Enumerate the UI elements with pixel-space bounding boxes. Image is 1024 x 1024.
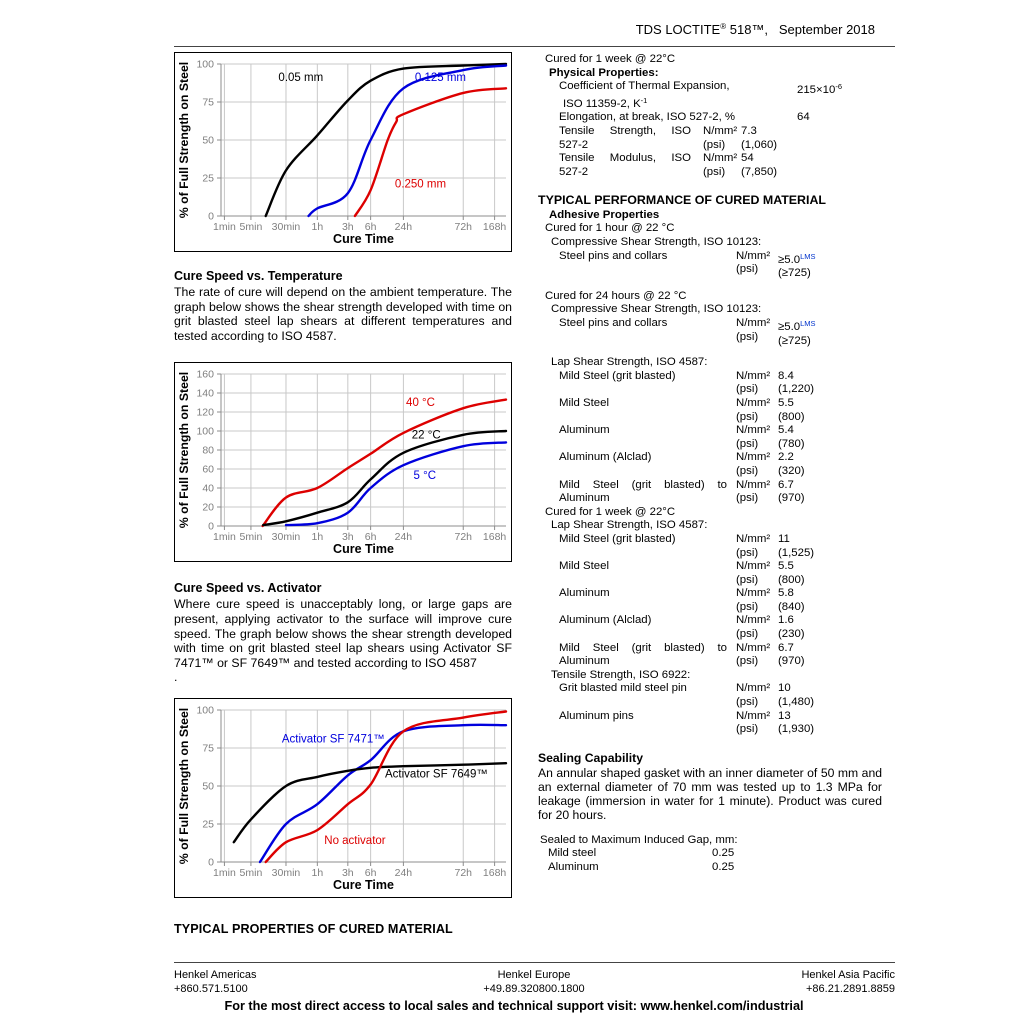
y-tick-label: 100 (196, 425, 214, 438)
value-line: (1,220) (778, 383, 815, 396)
section-heading: Cure Speed vs. Activator (174, 581, 322, 596)
document-title (380, 22, 875, 37)
value-line: 8.4 (778, 369, 794, 382)
y-axis-title: % of Full Strength on Steel (177, 61, 191, 219)
unit-line: (psi) (736, 263, 759, 276)
value-line: 6.7 (778, 478, 794, 491)
lms-superscript: LMS (800, 319, 816, 328)
series-label: Activator SF 7471™ (281, 733, 385, 746)
property-row (538, 479, 882, 506)
property-label: Mild Steel (grit blasted) to Aluminum (559, 478, 727, 505)
property-row (538, 642, 882, 669)
value-column (778, 642, 805, 669)
section-body-trail: . (174, 670, 178, 685)
property-value: 64 (797, 111, 810, 124)
unit-line: (psi) (703, 165, 726, 178)
x-axis-title: Cure Time (333, 542, 394, 557)
unit-column (703, 152, 737, 179)
y-tick-label: 40 (202, 482, 214, 495)
y-tick-label: 75 (202, 96, 214, 109)
value-line: (840) (778, 600, 805, 613)
property-line: Compressive Shear Strength, ISO 10123: (551, 236, 762, 249)
footer-henkel-americas (174, 969, 257, 996)
left-column (174, 52, 512, 936)
spacer (538, 737, 882, 751)
unit-line: (psi) (736, 655, 759, 668)
property-label: Mild Steel (grit blasted) to Aluminum (559, 641, 727, 668)
x-tick-label: 5min (239, 866, 263, 879)
unit-line: N/mm² (736, 614, 771, 627)
x-tick-label: 1h (311, 531, 324, 544)
property-line: ISO 11359-2, $K^{-1}$ (563, 95, 648, 110)
office-name: Henkel Americas (174, 969, 257, 981)
unit-line: N/mm² (736, 587, 771, 600)
property-line: Tensile Strength, ISO 6922: (551, 668, 691, 681)
property-label: Aluminum pins (559, 709, 634, 722)
unit-line: N/mm² (736, 560, 771, 573)
x-tick-label: 1min (213, 866, 236, 879)
unit-line: (psi) (736, 330, 759, 343)
x-tick-label: 24h (394, 531, 413, 544)
unit-line: (psi) (736, 464, 759, 477)
unit-line: (psi) (703, 138, 726, 151)
property-label: Aluminum (559, 424, 610, 437)
y-tick-label: 50 (202, 780, 214, 793)
unit-line: (psi) (736, 628, 759, 641)
y-tick-label: 0 (208, 520, 214, 533)
property-line: Cured for 1 hour @ 22 °C (545, 222, 675, 235)
series-label: No activator (324, 835, 386, 848)
y-tick-label: 120 (196, 406, 214, 419)
section-cure-speed-temperature (174, 269, 512, 343)
value-column (778, 614, 805, 641)
property-value: 0.25 (712, 847, 735, 860)
value-line: (970) (778, 655, 805, 668)
x-axis-title: Cure Time (333, 232, 394, 246)
value-line: (≥725) (778, 334, 811, 347)
value-line: 2.2 (778, 451, 794, 464)
property-label: Aluminum (Alclad) (559, 614, 652, 627)
property-value: 0.25 (712, 861, 735, 873)
unit-line: N/mm² (736, 451, 771, 464)
office-phone: +86.21.2891.8859 (805, 982, 895, 995)
x-tick-label: 1min (213, 221, 236, 233)
superscript: -1 (640, 95, 648, 105)
property-label: Elongation, at break, ISO 527-2, % (559, 111, 736, 124)
series-label: 40 °C (406, 397, 435, 410)
value-line: 7.3 (741, 124, 757, 137)
x-axis-title: Cure Time (333, 877, 394, 892)
unit-column (736, 451, 770, 478)
x-tick-label: 3h (341, 531, 354, 544)
y-tick-label: 140 (196, 387, 214, 400)
property-value: $215\times 10^{-6}$ (797, 82, 842, 97)
property-row (538, 533, 882, 560)
series-label: 5 °C (413, 470, 437, 483)
property-row (538, 861, 882, 875)
value-line: 1.6 (778, 614, 794, 627)
unit-line: (psi) (736, 696, 759, 709)
unit-line: N/mm² (736, 317, 771, 329)
property-row (538, 397, 882, 424)
x-tick-label: 168h (482, 531, 507, 544)
cure-speed-vs-activator-chart (174, 698, 512, 898)
unit-column (736, 642, 770, 669)
unit-column (736, 250, 770, 277)
x-tick-label: 3h (341, 221, 354, 233)
x-tick-label: 1h (311, 221, 324, 233)
property-row (538, 847, 882, 861)
y-tick-label: 60 (202, 463, 214, 476)
unit-line: N/mm² (736, 249, 771, 262)
properties-column (538, 53, 882, 875)
footer-tagline: For the most direct access to local sales and technical support visit: www.henkel.com/industrial (224, 999, 804, 1013)
property-row (538, 710, 882, 737)
value-column (778, 560, 805, 587)
unit-column (736, 533, 770, 560)
unit-line: N/mm² (736, 709, 771, 722)
section-heading: Cure Speed vs. Temperature (174, 269, 343, 283)
value-line: (970) (778, 492, 805, 505)
value-line: (1,930) (778, 723, 815, 736)
unit-column (736, 587, 770, 614)
cure-speed-vs-gap-chart (174, 52, 512, 252)
property-row (538, 424, 882, 451)
series-label: 0.125 mm (414, 72, 467, 85)
property-line: Compressive Shear Strength, ISO 10123: (551, 303, 762, 316)
x-tick-label: 6h (364, 531, 377, 544)
unit-line: N/mm² (736, 396, 771, 409)
unit-line: N/mm² (736, 424, 771, 437)
spacer (538, 822, 882, 834)
unit-column (736, 370, 770, 397)
x-tick-label: 168h (482, 866, 507, 879)
lms-superscript: LMS (800, 251, 816, 261)
unit-line: (psi) (736, 410, 759, 423)
x-tick-label: 5min (239, 531, 263, 544)
unit-line: (psi) (736, 600, 759, 613)
property-label: Aluminum (559, 587, 610, 600)
unit-line: (psi) (736, 492, 759, 505)
value-column (778, 479, 805, 506)
value-line: (780) (778, 437, 805, 450)
property-label: Aluminum (548, 861, 599, 873)
unit-line: N/mm² (736, 532, 771, 545)
property-label: Mild Steel (559, 396, 610, 409)
series-label: Activator SF 7649™ (385, 768, 488, 781)
value-column (778, 397, 805, 424)
value-line: (800) (778, 410, 805, 423)
property-label: Tensile Modulus, ISO 527-2 (559, 152, 691, 178)
header-rule (174, 46, 895, 47)
property-row (538, 152, 882, 179)
value-column (741, 125, 777, 152)
x-tick-label: 6h (364, 866, 377, 879)
value-column (778, 317, 816, 348)
y-tick-label: 100 (196, 58, 214, 71)
property-line: Lap Shear Strength, ISO 4587: (551, 519, 708, 532)
x-tick-label: 72h (454, 866, 473, 879)
property-row (538, 249, 882, 280)
unit-line: N/mm² (703, 124, 738, 137)
property-row (538, 682, 882, 709)
value-column (778, 370, 814, 397)
y-tick-label: 0 (208, 210, 214, 223)
value-column (741, 152, 777, 179)
property-row (538, 125, 882, 152)
series-label: 0.250 mm (394, 178, 447, 191)
x-tick-label: 5min (239, 221, 263, 233)
spacer (538, 344, 882, 356)
value-line: (1,060) (741, 138, 778, 151)
value-line: 13 (778, 709, 791, 722)
property-line: Cured for 1 week @ 22°C (545, 505, 676, 518)
property-label: Tensile Strength, ISO 527-2 (559, 124, 691, 151)
section-cure-speed-activator (174, 581, 512, 685)
unit-column (703, 125, 737, 152)
superscript: -6 (835, 82, 842, 92)
property-label: Mild Steel (559, 560, 610, 573)
series-0.250 mm (355, 88, 506, 216)
property-label: Steel pins and collars (559, 249, 668, 262)
value-line: 6.7 (778, 641, 794, 654)
sealing-paragraph: An annular shaped gasket with an inner diameter of 50 mm and an external diameter of 70 mm was tested up to 1.3 MPa for leakage (immersion in water for 1 minute). Product was cured for 20 hours. (538, 765, 882, 822)
property-row (538, 560, 882, 587)
property-row (538, 451, 882, 478)
property-label: Aluminum (Alclad) (559, 451, 652, 464)
x-tick-label: 72h (454, 531, 473, 544)
y-tick-label: 25 (202, 818, 214, 831)
series-label: 0.05 mm (278, 72, 324, 85)
cure-speed-vs-temperature-svg (175, 363, 511, 561)
unit-line: (psi) (736, 437, 759, 450)
unit-column (736, 317, 770, 344)
value-line: 5.8 (778, 587, 794, 600)
x-tick-label: 24h (394, 866, 413, 879)
property-label: Mild Steel (grit blasted) (559, 369, 676, 382)
typical-properties-heading: TYPICAL PROPERTIES OF CURED MATERIAL (174, 921, 453, 936)
unit-line: (psi) (736, 383, 759, 396)
spacer (538, 179, 882, 193)
value-column (778, 424, 805, 451)
section-body: Where cure speed is unacceptably long, or large gaps are present, applying activator to the surface will improve cure speed. The graph below shows the shear strength developed with time on grit blasted steel lap shears using Activator SF 7471™ or SF 7649™ and tested according to ISO 4587 (174, 597, 512, 670)
unit-line: (psi) (736, 546, 759, 559)
property-label: Mild steel (548, 847, 597, 860)
registered-mark: ® (720, 22, 727, 31)
y-axis-title: % of Full Strength on Steel (177, 372, 191, 529)
unit-line: N/mm² (736, 369, 771, 382)
unit-line: (psi) (736, 573, 759, 586)
value-line: 5.5 (778, 396, 794, 409)
unit-column (736, 614, 770, 641)
y-tick-label: 0 (208, 856, 214, 869)
cure-speed-vs-activator-svg (175, 699, 511, 897)
property-label: Steel pins and collars (559, 317, 668, 329)
x-tick-label: 30min (271, 531, 301, 544)
unit-column (736, 710, 770, 737)
property-row (538, 317, 882, 347)
property-line: Cured for 1 week @ 22°C (545, 53, 676, 65)
unit-column (736, 479, 770, 506)
y-tick-label: 20 (202, 501, 214, 514)
property-line: Lap Shear Strength, ISO 4587: (551, 356, 708, 369)
value-line: (320) (778, 464, 805, 477)
x-tick-label: 3h (341, 866, 354, 879)
y-tick-label: 75 (202, 742, 214, 755)
value-line: (7,850) (741, 165, 778, 178)
unit-line: N/mm² (736, 682, 771, 695)
unit-line: N/mm² (703, 152, 738, 165)
x-tick-label: 30min (271, 221, 301, 233)
value-line: $\ge 5.0^{LMS}$ (778, 251, 816, 266)
footer-henkel-asia-pacific (595, 969, 895, 996)
y-tick-label: 100 (196, 704, 214, 717)
y-tick-label: 160 (196, 368, 214, 381)
spacer (538, 277, 882, 290)
property-row (538, 80, 882, 97)
property-line: Sealed to Maximum Induced Gap, mm: (540, 833, 738, 846)
title-prefix: TDS LOCTITE (635, 22, 721, 37)
value-column (778, 451, 805, 478)
value-column (778, 533, 814, 560)
property-row (538, 587, 882, 614)
x-tick-label: 1h (311, 866, 324, 879)
property-line: Adhesive Properties (549, 208, 660, 221)
value-line: (1,480) (778, 696, 815, 709)
value-line: 5.4 (778, 424, 794, 437)
property-line: Cured for 24 hours @ 22 °C (545, 289, 687, 302)
x-tick-label: 6h (364, 221, 377, 233)
property-row (538, 370, 882, 397)
unit-line: N/mm² (736, 478, 771, 491)
x-tick-label: 1min (213, 531, 236, 544)
property-row (538, 614, 882, 641)
title-suffix: 518™, September 2018 (726, 22, 875, 37)
value-line: (800) (778, 573, 805, 586)
y-tick-label: 80 (202, 444, 214, 457)
property-label: Grit blasted mild steel pin (559, 682, 687, 695)
property-row (538, 111, 882, 125)
property-label: Mild Steel (grit blasted) (559, 532, 676, 545)
value-column (778, 587, 805, 614)
value-line: (230) (778, 628, 805, 641)
value-column (778, 682, 814, 709)
footer-rule (174, 962, 895, 963)
office-phone: +49.89.320800.1800 (483, 982, 585, 995)
unit-line: (psi) (736, 723, 759, 736)
property-label: Coefficient of Thermal Expansion, (559, 80, 730, 93)
unit-column (736, 560, 770, 587)
series-0.125 mm (309, 66, 507, 217)
unit-line: N/mm² (736, 641, 771, 654)
office-name: Henkel Europe (497, 969, 571, 981)
cure-speed-vs-gap-svg (175, 53, 511, 251)
x-tick-label: 24h (394, 221, 413, 233)
value-column (778, 250, 816, 281)
value-line: (≥725) (778, 267, 811, 280)
series-label: 22 °C (411, 429, 441, 442)
x-tick-label: 72h (454, 221, 473, 233)
x-tick-label: 30min (271, 866, 301, 879)
unit-column (736, 682, 770, 709)
x-tick-label: 168h (482, 221, 507, 233)
cure-speed-vs-temperature-chart (174, 362, 512, 562)
y-axis-title: % of Full Strength on Steel (177, 707, 191, 865)
unit-column (736, 424, 770, 451)
value-line: 5.5 (778, 560, 794, 573)
y-tick-label: 25 (202, 172, 214, 185)
value-line: $\ge 5.0^{LMS}$ (778, 319, 816, 333)
value-line: (1,525) (778, 546, 815, 559)
property-line: Physical Properties: (549, 66, 659, 79)
property-line: TYPICAL PERFORMANCE OF CURED MATERIAL (538, 193, 826, 208)
y-tick-label: 50 (202, 134, 214, 147)
value-line: 11 (778, 532, 790, 545)
unit-column (736, 397, 770, 424)
office-name: Henkel Asia Pacific (801, 969, 895, 981)
value-line: 10 (778, 682, 791, 695)
value-line: 54 (741, 152, 754, 165)
office-phone: +860.571.5100 (174, 982, 248, 995)
section-body: The rate of cure will depend on the ambient temperature. The graph below shows the shear strength developed with time on grit blasted steel lap shears at different temperatures and tested according to ISO 4587. (174, 285, 512, 343)
property-line: Sealing Capability (538, 750, 643, 765)
value-column (778, 710, 814, 737)
